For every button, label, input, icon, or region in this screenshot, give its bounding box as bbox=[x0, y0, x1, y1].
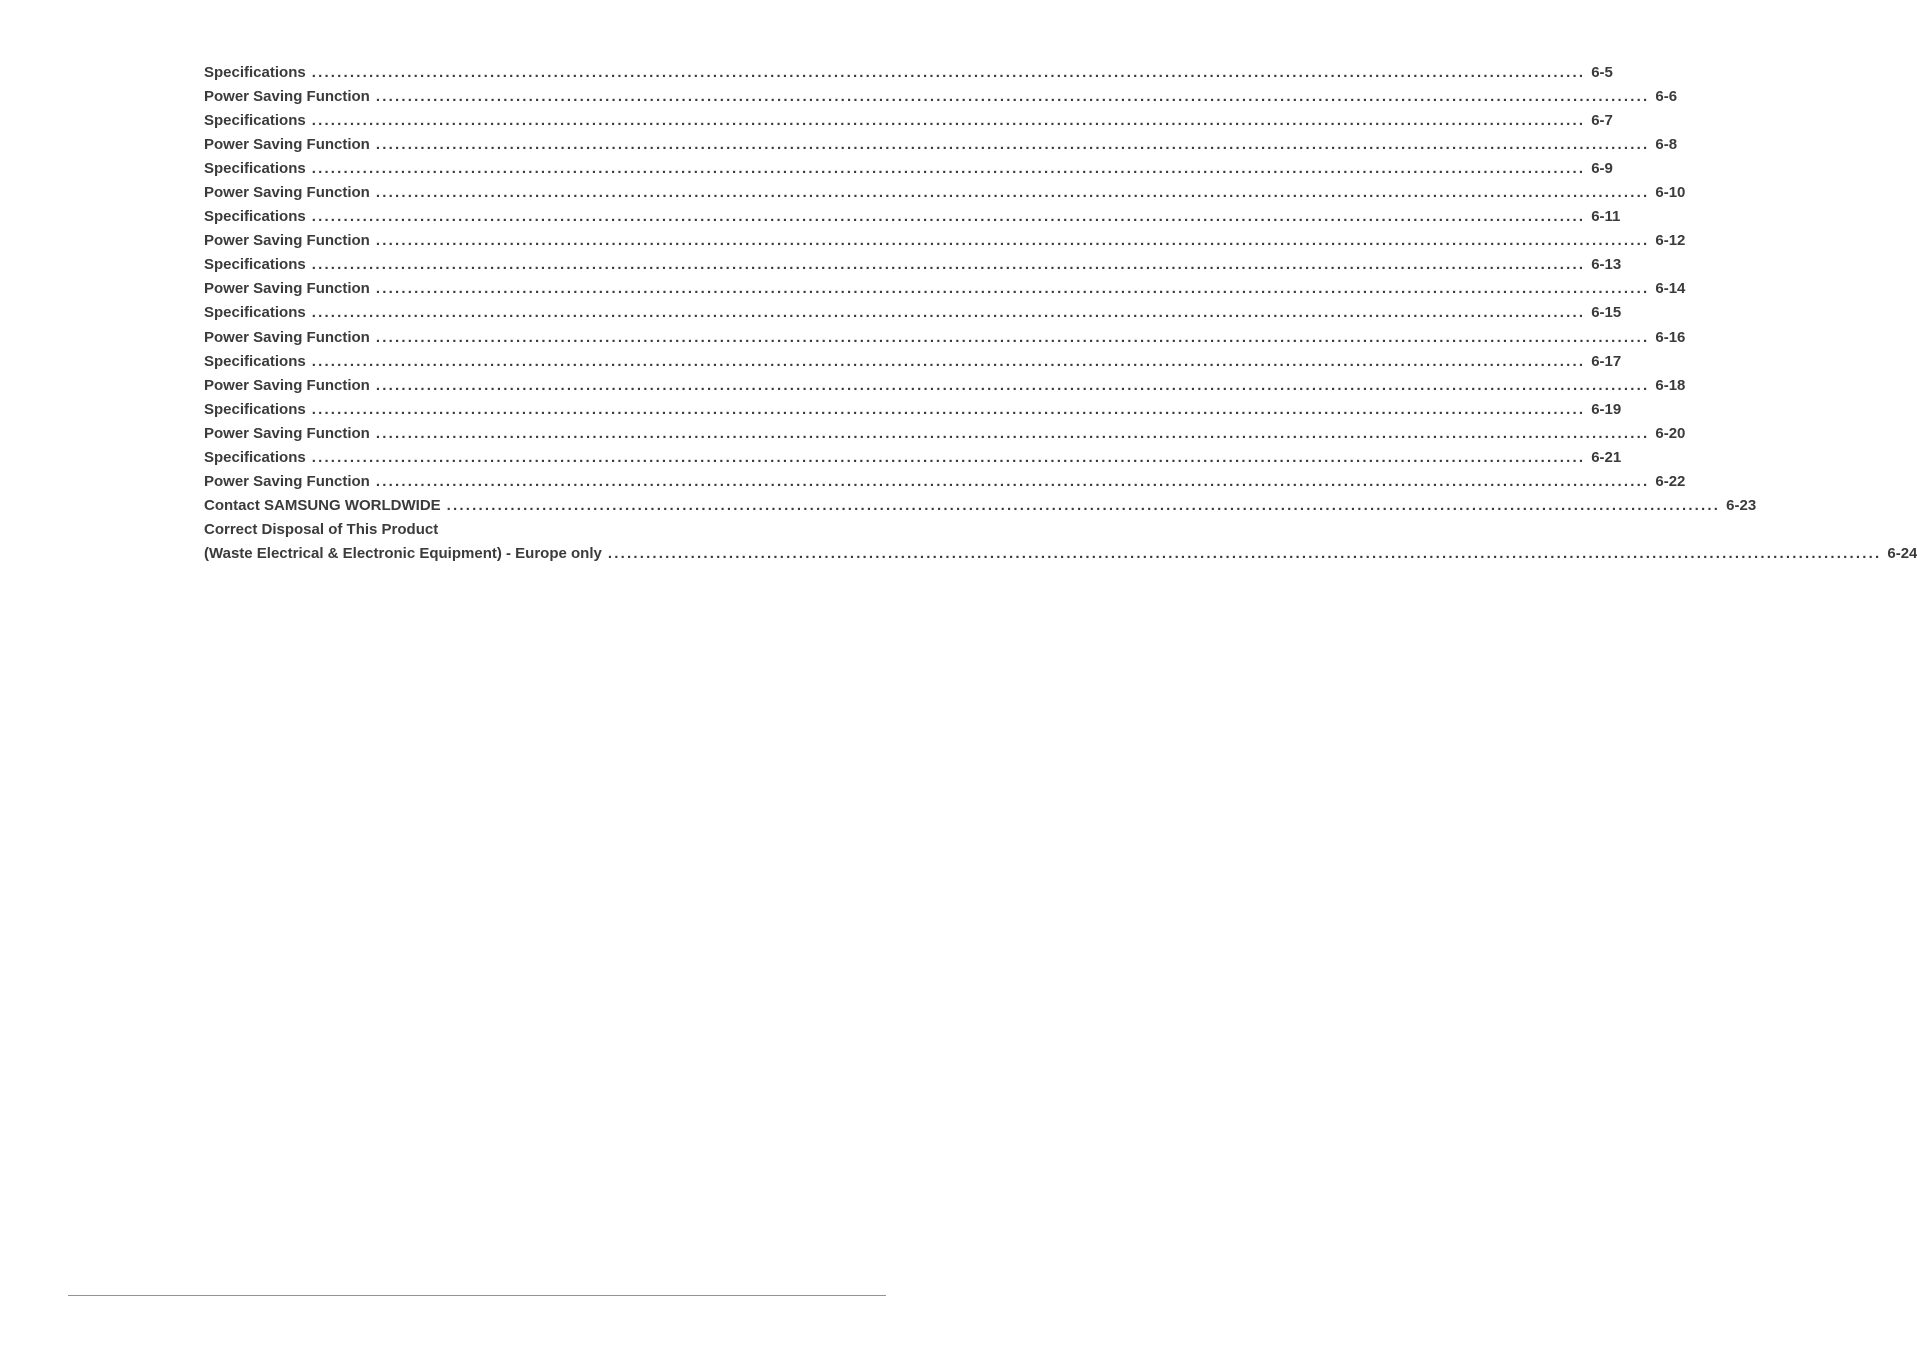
toc-entry-title: Specifications bbox=[204, 304, 306, 322]
toc-entry-page: 6-5 bbox=[1591, 64, 1613, 81]
toc-entry-title: Specifications bbox=[204, 448, 306, 466]
toc-entry-title: Power Saving Function bbox=[204, 232, 370, 250]
toc-entry[interactable] bbox=[204, 350, 1622, 374]
toc-entry-page: 6-14 bbox=[1655, 280, 1686, 298]
toc-entry-page: 6-17 bbox=[1591, 352, 1622, 370]
toc-leader-dots: ........................................................................................................................................................................................................ bbox=[375, 472, 1650, 490]
toc-entry[interactable] bbox=[204, 205, 1621, 229]
toc-entry[interactable] bbox=[204, 181, 1686, 205]
toc-entry[interactable] bbox=[204, 229, 1686, 253]
toc-entry-title: Power Saving Function bbox=[204, 184, 370, 202]
toc-entry[interactable] bbox=[204, 277, 1686, 301]
toc-entry-page: 6-9 bbox=[1591, 160, 1613, 178]
toc-entry-page: 6-18 bbox=[1655, 376, 1686, 394]
toc-leader-dots: ........................................................................................................................................................................................................ bbox=[311, 64, 1586, 81]
toc-leader-dots: ........................................................................................................................................................................................................ bbox=[375, 184, 1650, 202]
toc-leader-dots: ........................................................................................................................................................................................................ bbox=[311, 352, 1586, 370]
toc-entry-title: Power Saving Function bbox=[204, 472, 370, 490]
toc-entry[interactable] bbox=[204, 253, 1622, 277]
toc-entry-title: Power Saving Function bbox=[204, 280, 370, 298]
toc-leader-dots: ........................................................................................................................................................................................................ bbox=[375, 280, 1650, 298]
toc-entry-title: (Waste Electrical & Electronic Equipment) - Europe only bbox=[204, 544, 602, 562]
toc-entry[interactable] bbox=[204, 133, 1678, 157]
toc-entry[interactable] bbox=[204, 446, 1622, 470]
toc-entry-page: 6-11 bbox=[1591, 208, 1621, 226]
toc-entry-page: 6-24 bbox=[1887, 544, 1917, 562]
toc-entry-page: 6-13 bbox=[1591, 256, 1622, 274]
toc-entry[interactable] bbox=[204, 470, 1686, 494]
toc-leader-dots: ........................................................................................................................................................................................................ bbox=[375, 232, 1650, 250]
toc-entry-heading[interactable] bbox=[204, 518, 750, 542]
toc-entry[interactable] bbox=[204, 109, 1613, 133]
toc-entry-page: 6-22 bbox=[1655, 472, 1686, 490]
toc-entry-page: 6-15 bbox=[1591, 304, 1622, 322]
toc-entry-title: Specifications bbox=[204, 400, 306, 418]
toc-entry[interactable] bbox=[204, 157, 1613, 181]
toc-entry-page: 6-20 bbox=[1655, 424, 1686, 442]
toc-entry-page: 6-6 bbox=[1655, 88, 1678, 106]
toc-entry-title: Power Saving Function bbox=[204, 136, 370, 154]
toc-entry-title: Specifications bbox=[204, 64, 306, 81]
toc-leader-dots: ........................................................................................................................................................................................................ bbox=[375, 328, 1650, 346]
toc-entry-title: Power Saving Function bbox=[204, 88, 370, 106]
toc-entry[interactable] bbox=[204, 542, 1917, 566]
toc-leader-dots: ........................................................................................................................................................................................................ bbox=[311, 256, 1586, 274]
toc-entry-title: Contact SAMSUNG WORLDWIDE bbox=[204, 496, 441, 514]
toc-entry-title: Power Saving Function bbox=[204, 424, 370, 442]
toc-leader-dots: ........................................................................................................................................................................................................ bbox=[375, 376, 1650, 394]
toc-entry[interactable] bbox=[204, 398, 1622, 422]
footer-divider bbox=[68, 1295, 886, 1296]
toc-entry[interactable] bbox=[204, 326, 1686, 350]
toc-entry-title: Specifications bbox=[204, 208, 306, 226]
toc-entry-title: Specifications bbox=[204, 112, 306, 130]
toc-entry-title: Power Saving Function bbox=[204, 328, 370, 346]
toc-entry-page: 6-16 bbox=[1655, 328, 1686, 346]
toc-entry-title: Correct Disposal of This Product bbox=[204, 520, 439, 538]
toc-leader-dots: ........................................................................................................................................................................................................ bbox=[375, 424, 1650, 442]
toc-entry-title: Specifications bbox=[204, 352, 306, 370]
toc-leader-dots: ........................................................................................................................................................................................................ bbox=[375, 88, 1650, 106]
toc-entry-page: 6-10 bbox=[1655, 184, 1686, 202]
toc-leader-dots: ........................................................................................................................................................................................................ bbox=[311, 448, 1586, 466]
toc-entry-page: 6-12 bbox=[1655, 232, 1686, 250]
toc-leader-dots: ........................................................................................................................................................................................................ bbox=[311, 208, 1586, 226]
toc-entry[interactable] bbox=[204, 61, 1613, 85]
toc-leader-dots: ........................................................................................................................................................................................................ bbox=[607, 544, 1882, 562]
toc-leader-dots: ........................................................................................................................................................................................................ bbox=[311, 160, 1586, 178]
toc-entry-title: Specifications bbox=[204, 256, 306, 274]
toc-entry-title: Power Saving Function bbox=[204, 376, 370, 394]
toc-leader-dots: ........................................................................................................................................................................................................ bbox=[311, 304, 1586, 322]
toc-entry[interactable] bbox=[204, 374, 1686, 398]
toc-entry-page: 6-19 bbox=[1591, 400, 1622, 418]
toc-entry-page: 6-8 bbox=[1655, 136, 1678, 154]
toc-leader-dots: ........................................................................................................................................................................................................ bbox=[375, 136, 1650, 154]
toc-entry[interactable] bbox=[204, 422, 1686, 446]
toc-leader-dots: ........................................................................................................................................................................................................ bbox=[446, 496, 1721, 514]
table-of-contents bbox=[204, 61, 1917, 566]
toc-entry[interactable] bbox=[204, 85, 1678, 109]
toc-leader-dots: ........................................................................................................................................................................................................ bbox=[311, 112, 1586, 130]
toc-entry-page: 6-23 bbox=[1726, 496, 1757, 514]
toc-entry[interactable] bbox=[204, 301, 1622, 325]
toc-entry-title: Specifications bbox=[204, 160, 306, 178]
toc-entry-page: 6-7 bbox=[1591, 112, 1613, 130]
toc-entry-page: 6-21 bbox=[1591, 448, 1622, 466]
toc-leader-dots: ........................................................................................................................................................................................................ bbox=[311, 400, 1586, 418]
toc-entry[interactable] bbox=[204, 494, 1757, 518]
